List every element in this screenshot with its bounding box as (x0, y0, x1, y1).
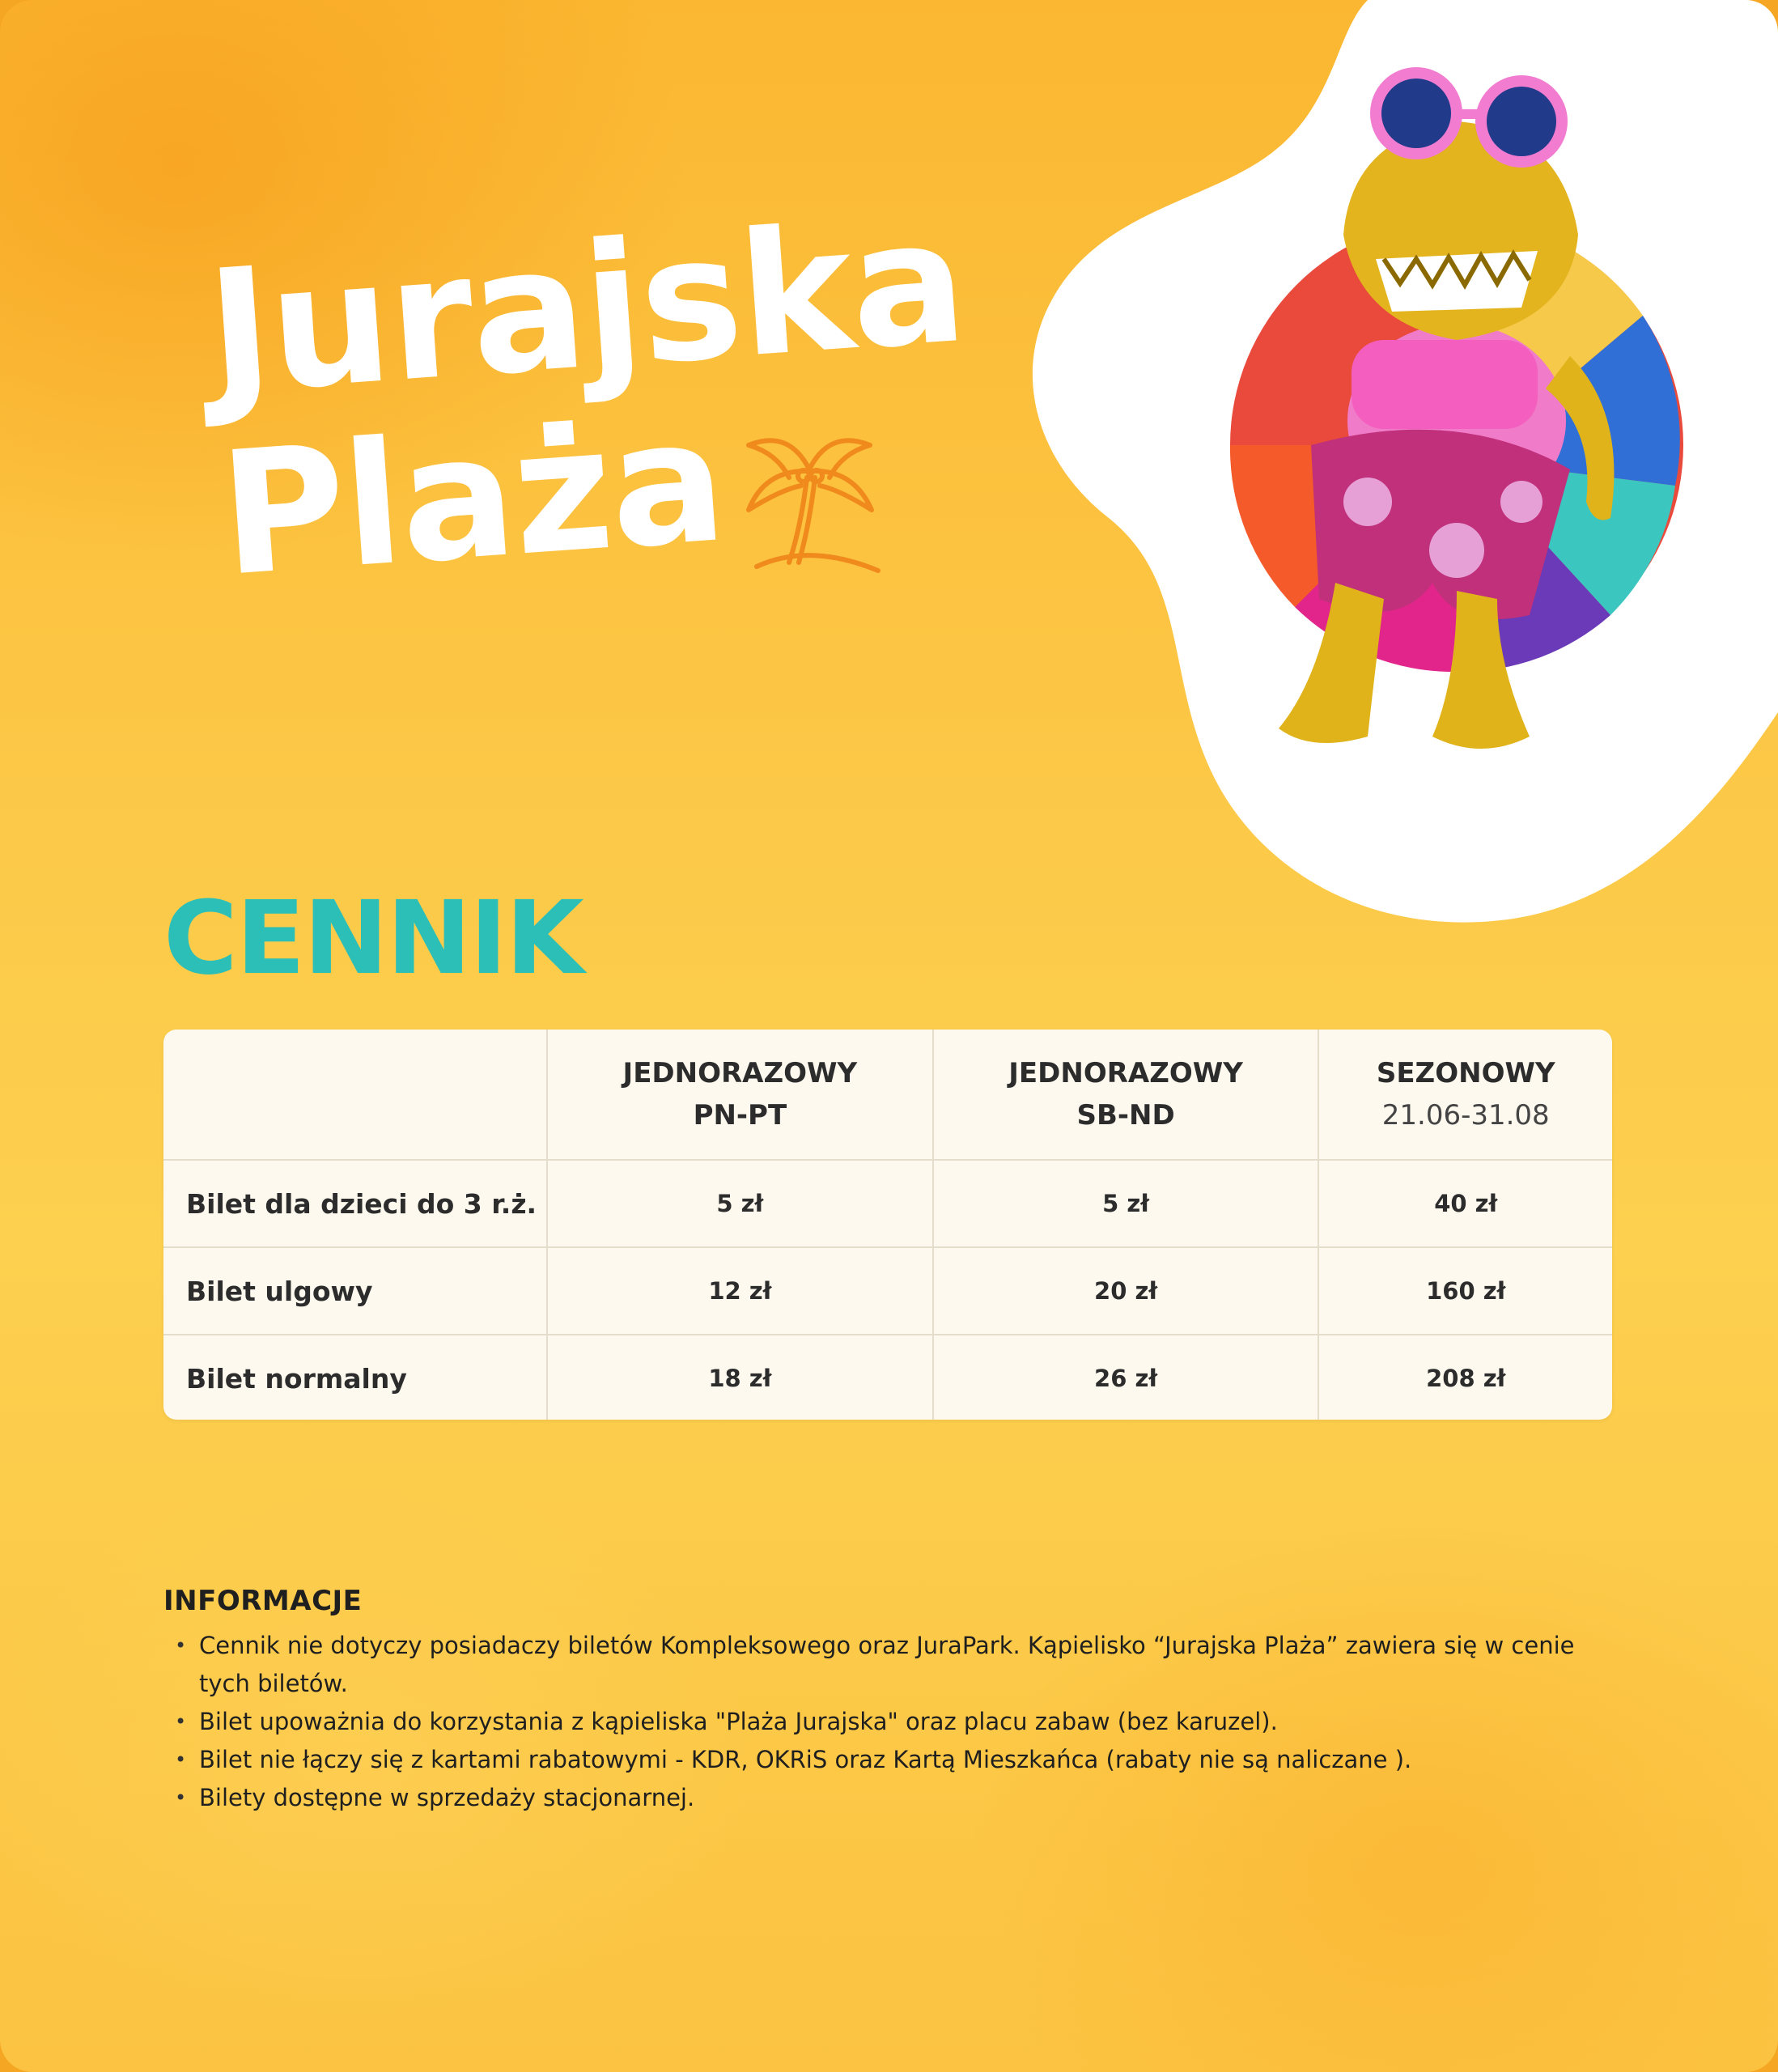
price-table (163, 1030, 1612, 1420)
column-subtitle: 21.06-31.08 (1381, 1099, 1550, 1132)
table-row (163, 1335, 1612, 1420)
list-item: • Bilet nie łączy się z kartami rabatowymi - KDR, OKRiS oraz Kartą Mieszkańca (rabaty nie są naliczane ). (163, 1741, 1620, 1779)
info-list (163, 1627, 1620, 1817)
price-cell: 5 zł (547, 1160, 933, 1247)
list-item: • Cennik nie dotyczy posiadaczy biletów Kompleksowego oraz JuraPark. Kąpielisko “Jurajska Plaża” zawiera się w cenie tych biletów. (163, 1627, 1620, 1703)
info-heading: INFORMACJE (163, 1585, 363, 1617)
hero-title-line2: Plaża (214, 381, 731, 614)
list-item: • Bilety dostępne w sprzedaży stacjonarnej. (163, 1779, 1620, 1817)
price-cell: 26 zł (933, 1335, 1319, 1420)
palm-tree-icon (732, 421, 886, 583)
price-cell: 160 zł (1318, 1247, 1612, 1335)
price-cell: 40 zł (1318, 1160, 1612, 1247)
dinosaur-mascot (1190, 65, 1708, 793)
table-header-cell (933, 1030, 1319, 1160)
column-title: JEDNORAZOWY (622, 1057, 858, 1089)
hero-title-line1: Jurajska (202, 181, 971, 433)
column-title: SEZONOWY (1376, 1057, 1555, 1089)
price-cell: 20 zł (933, 1247, 1319, 1335)
column-subtitle: SB-ND (1076, 1099, 1175, 1132)
column-subtitle: PN-PT (693, 1099, 787, 1132)
table-row (163, 1247, 1612, 1335)
list-item: • Bilet upoważnia do korzystania z kąpieliska "Plaża Jurajska" oraz placu zabaw (bez karuzel). (163, 1703, 1620, 1741)
price-cell: 18 zł (547, 1335, 933, 1420)
row-label: Bilet ulgowy (163, 1247, 547, 1335)
table-row (163, 1160, 1612, 1247)
price-cell: 12 zł (547, 1247, 933, 1335)
row-label: Bilet normalny (163, 1335, 547, 1420)
price-cell: 208 zł (1318, 1335, 1612, 1420)
table-header-cell (1318, 1030, 1612, 1160)
pricing-title: CENNIK (163, 880, 583, 997)
table-header-cell (547, 1030, 933, 1160)
row-label: Bilet dla dzieci do 3 r.ż. (163, 1160, 547, 1247)
table-header-empty (163, 1030, 547, 1160)
info-section (163, 1585, 1620, 1817)
table-header-row (163, 1030, 1612, 1160)
column-title: JEDNORAZOWY (1008, 1057, 1243, 1089)
price-cell: 5 zł (933, 1160, 1319, 1247)
